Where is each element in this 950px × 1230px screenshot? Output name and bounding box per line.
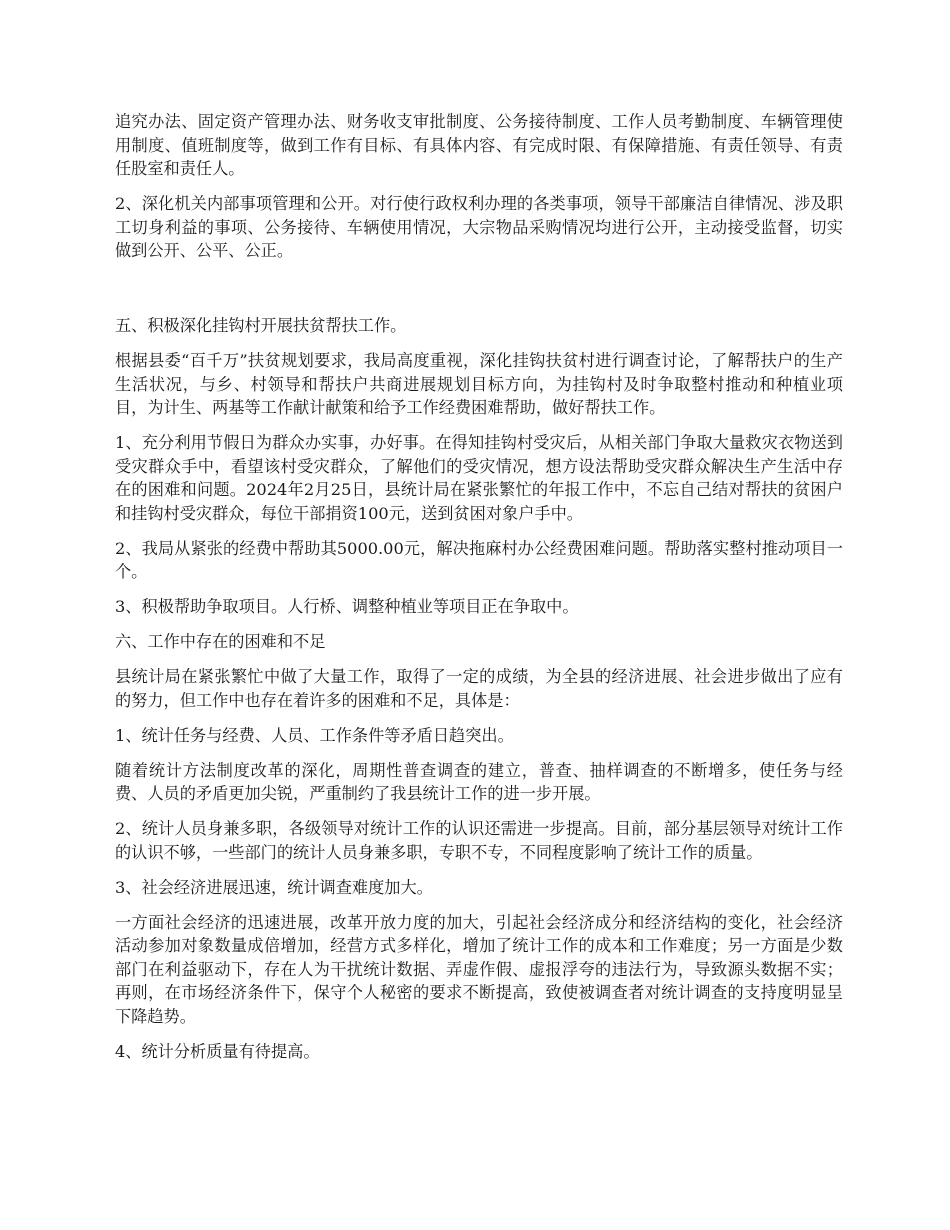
paragraph-difficulty-3: 3、社会经济进展迅速，统计调查难度加大。	[115, 877, 433, 897]
section-heading-6: 六、工作中存在的困难和不足	[115, 632, 326, 651]
paragraph-poverty-plan: 根据县委“百千万”扶贫规划要求，我局高度重视，深化挂钩扶贫村进行调查讨论，了解帮扶户的生产生活状况，与乡、村领导和帮扶户共商进展规划目标方向，为挂钩村及时争取整村推动和种植业项目，为计生、两基等工作献计献策和给予工作经费困难帮助，做好帮扶工作。	[115, 351, 843, 417]
paragraph-difficulty-2: 2、统计人员身兼多职，各级领导对统计工作的认识还需进一步提高。目前，部分基层领导对统计工作的认识不够，一些部门的统计人员身兼多职，专职不专，不同程度影响了统计工作的质量。	[115, 819, 843, 862]
paragraph-difficulties-intro: 县统计局在紧张繁忙中做了大量工作，取得了一定的成绩，为全县的经济进展、社会进步做出了应有的努力，但工作中也存在着许多的困难和不足，具体是：	[115, 667, 843, 710]
paragraph-project-help: 3、积极帮助争取项目。人行桥、调整种植业等项目正在争取中。	[115, 597, 579, 616]
section-gap	[115, 274, 843, 314]
paragraph-difficulty-4: 4、统计分析质量有待提高。	[115, 1041, 320, 1061]
paragraph-funding-help: 2、我局从紧张的经费中帮助其5000.00元，解决拖麻村办公经费困难问题。帮助落实整村推动项目一个。	[115, 538, 843, 581]
paragraph-internal-affairs: 2、深化机关内部事项管理和公开。对行使行政权利办理的各类事项，领导干部廉洁自律情况、涉及职工切身利益的事项、公务接待、车辆使用情况，大宗物品采购情况均进行公开，主动接受监督，切实做到公开、公平、公正。	[115, 194, 843, 260]
paragraph-holiday-help: 1、充分利用节假日为群众办实事，办好事。在得知挂钩村受灾后，从相关部门争取大量救灾衣物送到受灾群众手中，看望该村受灾群众，了解他们的受灾情况，想方设法帮助受灾群众解决生产生活中存在的困难和问题。2024年2月25日，县统计局在紧张繁忙的年报工作中，不忘自己结对帮扶的贫困户和挂钩村受灾群众，每位干部捐资100元，送到贫困对象户手中。	[115, 433, 843, 523]
paragraph-difficulty-1-detail: 随着统计方法制度改革的深化，周期性普查调查的建立，普查、抽样调查的不断增多，使任务与经费、人员的矛盾更加尖锐，严重制约了我县统计工作的进一步开展。	[115, 760, 843, 803]
paragraph-difficulty-1: 1、统计任务与经费、人员、工作条件等矛盾日趋突出。	[115, 725, 514, 745]
section-heading-5: 五、积极深化挂钩村开展扶贫帮扶工作。	[115, 316, 407, 335]
paragraph-regulations: 追究办法、固定资产管理办法、财务收支审批制度、公务接待制度、工作人员考勤制度、车辆管理使用制度、值班制度等，做到工作有目标、有具体内容、有完成时限、有保障措施、有责任领导、有责任股室和责任人。	[115, 112, 843, 178]
document-body	[115, 110, 843, 1075]
paragraph-difficulty-3-detail: 一方面社会经济的迅速进展，改革开放力度的加大，引起社会经济成分和经济结构的变化，社会经济活动参加对象数量成倍增加，经营方式多样化，增加了统计工作的成本和工作难度；另一方面是少数部门在利益驱动下，存在人为干扰统计数据、弄虚作假、虚报浮夸的违法行为，导致源头数据不实；再则，在市场经济条件下，保守个人秘密的要求不断提高，致使被调查者对统计调查的支持度明显呈下降趋势。	[115, 912, 843, 1026]
